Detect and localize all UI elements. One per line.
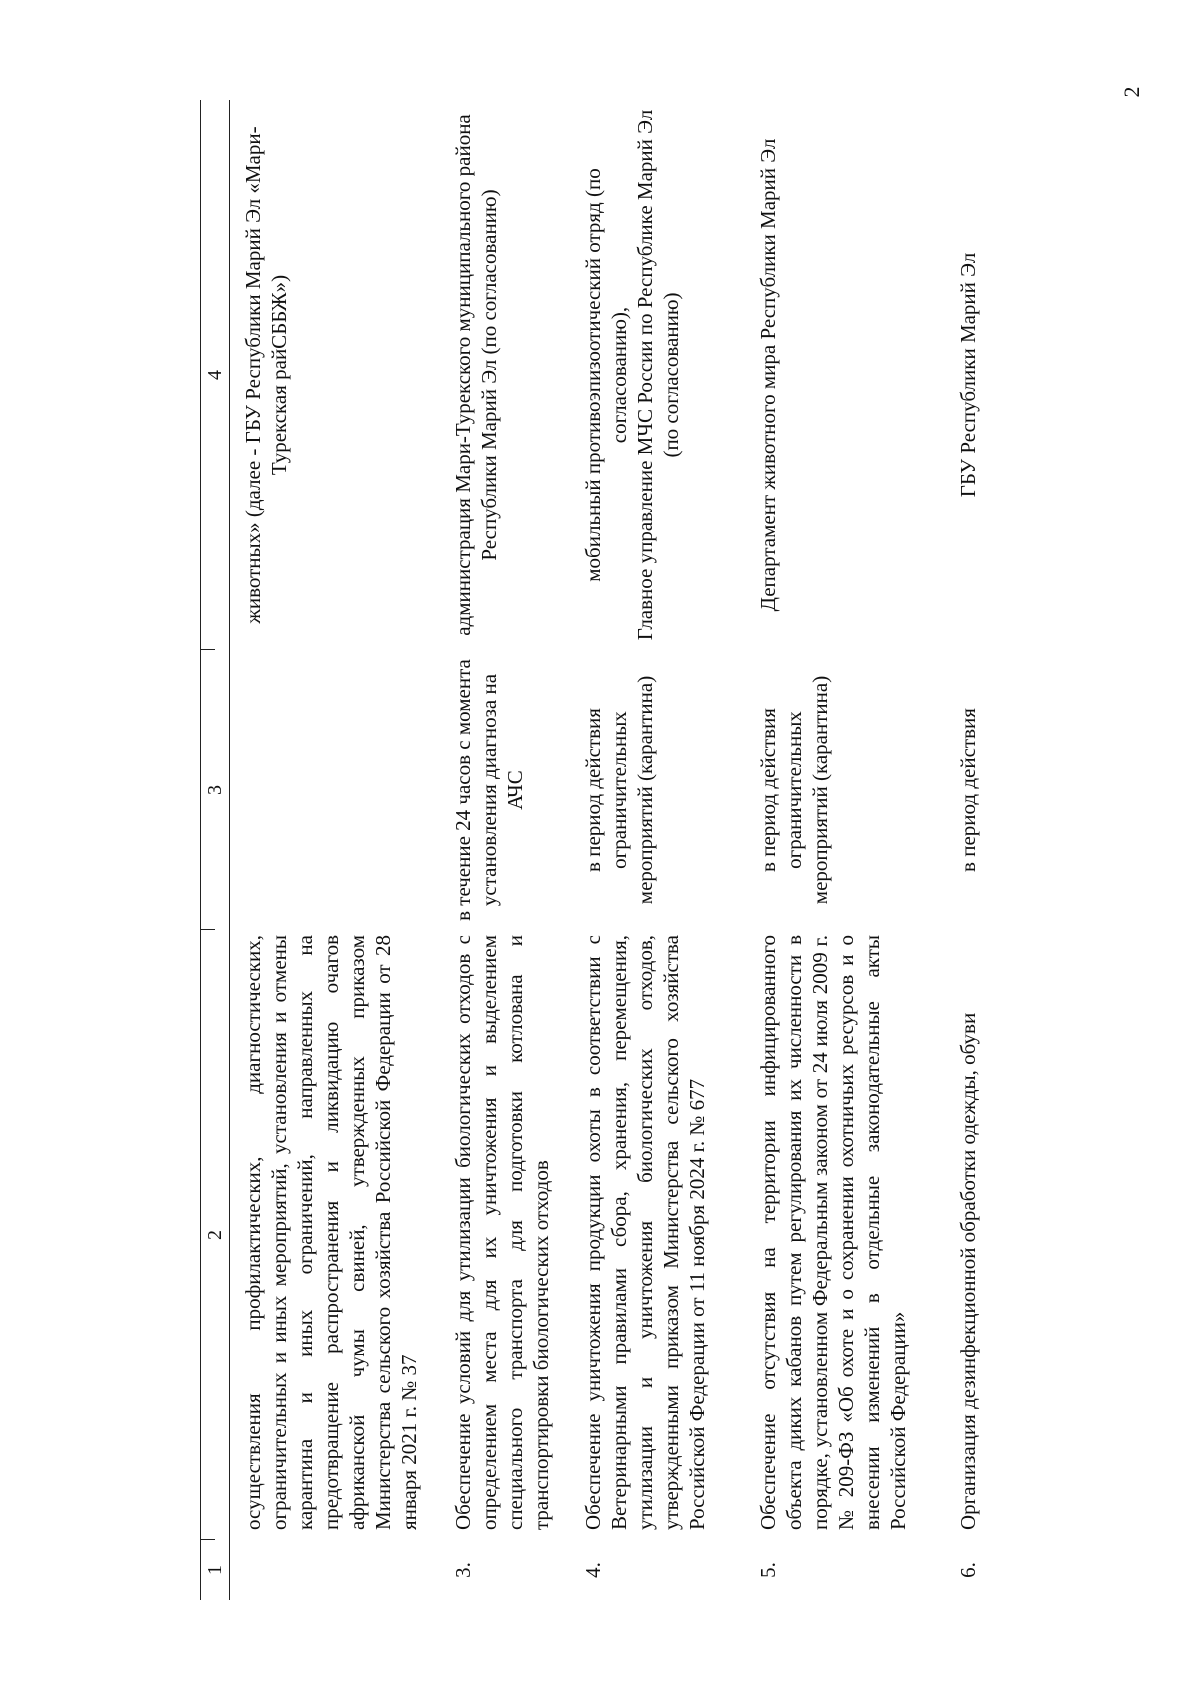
header-col-3: 3: [204, 785, 226, 795]
page-number: 2: [1119, 86, 1144, 98]
row-responsible: [755, 105, 781, 645]
responsible-line: животных» (далее - ГБУ Республики Марий Эл «Мари-Турекская райСББЖ»): [241, 126, 291, 624]
header-col-2: 2: [204, 1230, 226, 1240]
row-responsible: [955, 105, 981, 645]
responsible-line: мобильный противоэпизоотический отряд (по согласованию),: [581, 168, 631, 582]
row-activity: Организация дезинфекционной обработки одежды, обуви: [956, 1012, 980, 1530]
row-term: в период действия ограничительных мероприятий (карантина): [581, 675, 657, 905]
row-responsible: [240, 105, 292, 645]
row-activity: Обеспечение условий для утилизации биологических отходов с определением места для их уничтожения и выделением специального транспорта для подготовки котлована и транспортировки биологических отходов: [451, 935, 553, 1530]
row-number: 4.: [581, 1562, 605, 1578]
row-responsible: [450, 105, 502, 645]
row-activity: осуществления профилактических, диагностических, ограничительных и иных мероприятий, установления и отмены карантина и иных ограничений, направленных на предотвращение распространения и ликвидацию очагов африканской чумы свиней, утвержденных приказом Министерства сельского хозяйства Российской Федерации от 28 января 2021 г. № 37: [241, 935, 421, 1530]
row-number: 5.: [756, 1562, 780, 1578]
rotated-table: [200, 100, 1200, 1600]
responsible-line: ГБУ Республики Марий Эл: [956, 252, 980, 498]
row-number: 3.: [451, 1562, 475, 1578]
row-number: 6.: [956, 1562, 980, 1578]
row-activity: Обеспечение уничтожения продукции охоты в соответствии с Ветеринарными правилами сбора, хранения, перемещения, утилизации и уничтожения биологических отходов, утвержденными приказом Министерства сельского хозяйства Российской Федерации от 11 ноября 2024 г. № 677: [581, 935, 709, 1530]
header-col-4: 4: [204, 370, 226, 380]
row-term: в период действия: [956, 708, 980, 872]
responsible-line: Департамент животного мира Республики Марий Эл: [756, 138, 780, 612]
table-header: [200, 100, 230, 1600]
responsible-line: администрация Мари-Турекского муниципального района Республики Марий Эл (по согласованию): [451, 114, 501, 636]
responsible-line: Главное управление МЧС России по Республике Марий Эл (по согласованию): [633, 109, 683, 641]
row-activity: Обеспечение отсутствия на территории инфицированного объекта диких кабанов путем регулирования их численности в порядке, установленном Федеральным законом от 24 июля 2009 г. № 209-ФЗ «Об охоте и о сохранении охотничьих ресурсов и о внесении изменений в отдельные законодательные акты Российской Федерации»: [756, 935, 910, 1530]
header-col-1: 1: [204, 1565, 226, 1575]
row-responsible: [580, 105, 684, 645]
row-term: в течение 24 часов с момента установления диагноза на АЧС: [451, 659, 527, 921]
row-term: в период действия ограничительных мероприятий (карантина): [756, 675, 832, 905]
